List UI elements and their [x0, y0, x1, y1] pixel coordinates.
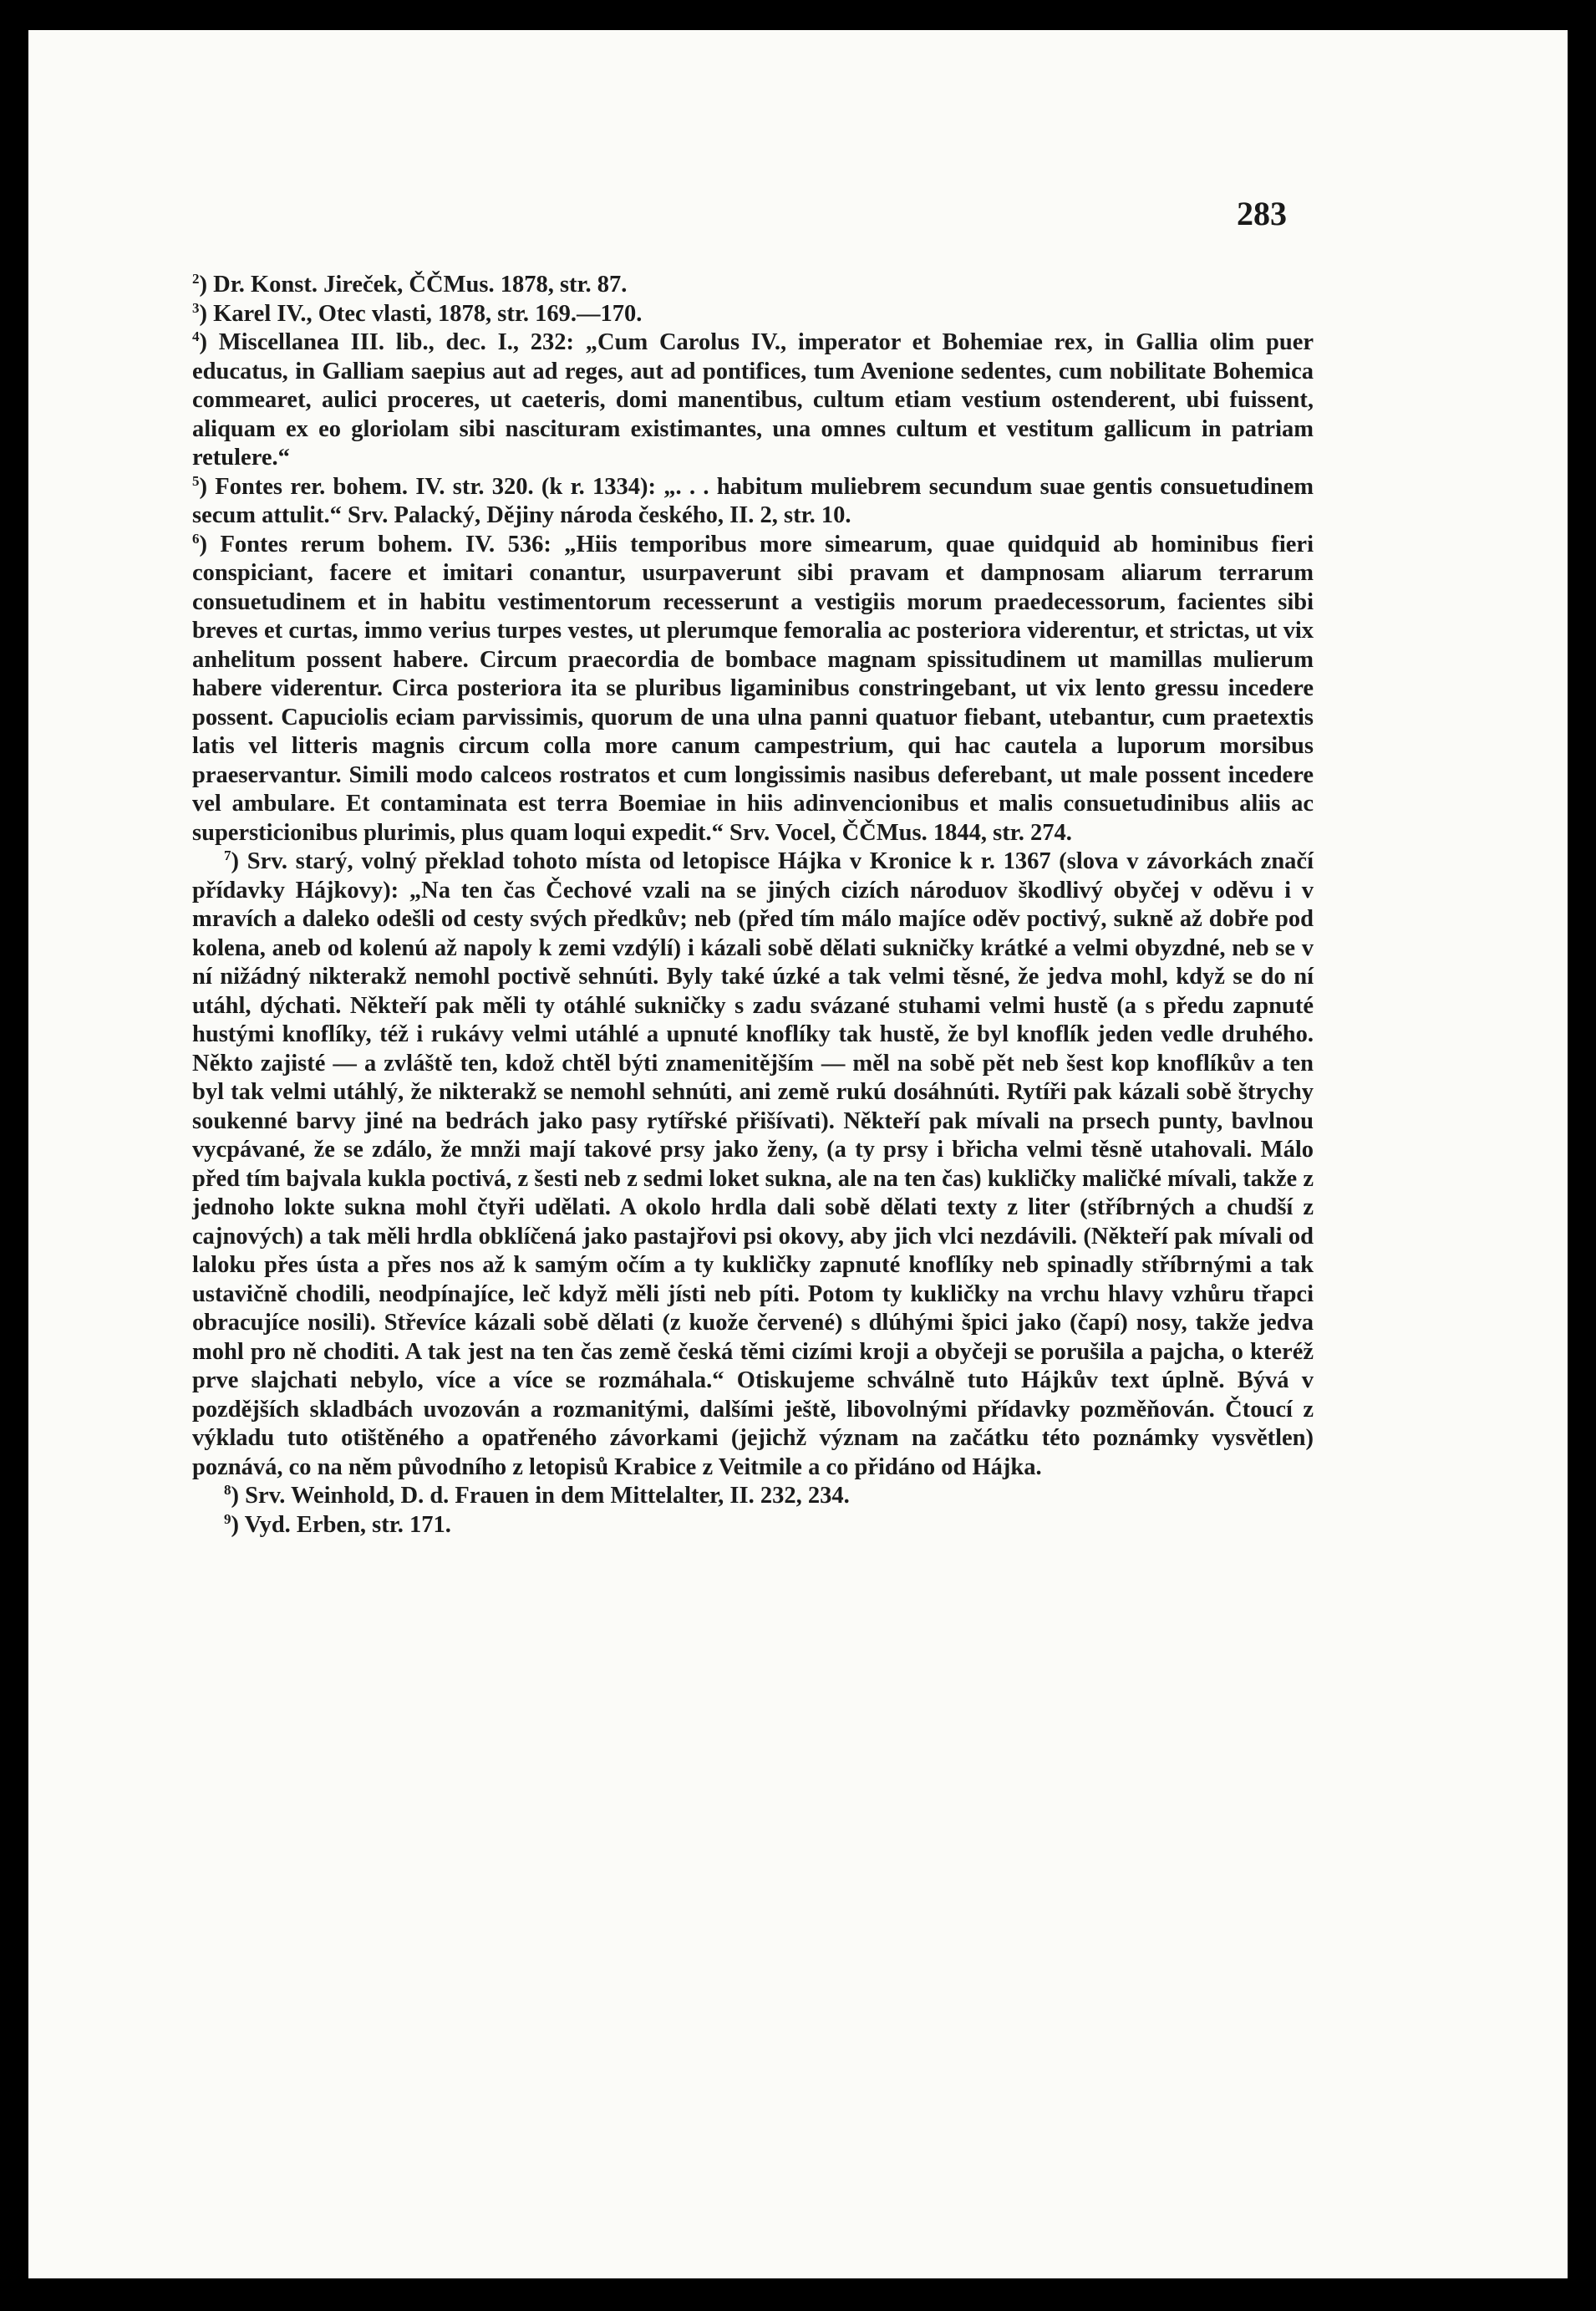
footnotes: [192, 271, 1314, 1540]
footnote-5: [192, 473, 1314, 531]
footnote-mark: 4: [192, 328, 200, 344]
footnote-text: ) Fontes rer. bohem. IV. str. 320. (k r. 1334): „. . . habitum muliebrem secundum suae gentis consuetudinem secum attulit.“ Srv. Palacký, Dějiny národa českého, II. 2, str. 10.: [192, 473, 1314, 528]
footnote-text: ) Vyd. Erben, str. 171.: [231, 1511, 451, 1538]
page-number: 283: [1237, 195, 1287, 232]
footnote-text: ) Srv. starý, volný překlad tohoto místa od letopisce Hájka v Kronice k r. 1367 (slova v závorkách značí přídavky Hájkovy): „Na ten čas Čechové vzali na se jiných cizích národuov škodlivý obyčej v oděvu i v mravích a daleko odešli od cesty svých předkův; neb (před tím málo majíce oděv poctivý, sukně až dobře pod kolena, aneb od kolenú až napoly k zemi vzdýlí) i kázali sobě dělati sukničky krátké a velmi obyzdné, neb se v ní nižádný nikterakž nemohl poctivě sehnúti. Byly také úzké a tak velmi těsné, že jedva mohl, když se do ní utáhl, dýchati. Někteří pak měli ty otáhlé sukničky s zadu svázané stuhami velmi hustě (a s předu zapnuté hustými knoflíky, též i rukávy velmi utáhlé a upnuté knoflíky tak hustě, že byl knoflík jeden vedle druhého. Někto zajisté — a zvláště ten, kdož chtěl býti znamenitějším — měl na sobě pět neb šest kop knoflíkův a ten byl tak velmi utáhlý, že nikterakž se nemohl sehnúti, ani země rukú dosáhnúti. Rytíři pak kázali sobě štrychy soukenné barvy jiné na bedrách jako pasy rytířské přišívati). Někteří pak mívali na prsech punty, bavlnou vycpávané, že se zdálo, že mnži mají takové prsy jako ženy, (a ty prsy i břicha velmi těsně utahovali. Málo před tím bajvala kukla poctivá, z šesti neb z sedmi loket sukna, ale na ten čas) kukličky maličké mívali, takže z jednoho lokte sukna mohl čtyři udělati. A okolo hrdla dali sobě dělati texty z liter (stříbrných a chudší z cajnových) a tak měli hrdla obklíčená jako pastajřovi psi okovy, aby jich vlci nezdávili. (Někteří pak mívali od laloku přes ústa a přes nos až k samým očím a ty kukličky zapnuté knoflíky neb spinadly stříbrnými a tak ustavičně chodili, neodpínajíce, leč když měli jísti neb píti. Potom ty kukličky na vrchu hlavy vzhůru třapci obracujíce nosili). Střevíce kázali sobě dělati (z kuože červené) s dlúhými špici jako (čapí) nosy, takže jedva mohl pro ně choditi. A tak jest na ten čas země česká těmi cizími kroji a obyčeji se porušila a pajcha, o kteréž prve slajchati nebylo, více a více se rozmáhala.“ Otiskujeme schválně tuto Hájkův text úplně. Bývá v pozdějších skladbách uvozován a rozmanitými, dalšími ještě, libovolnými přídavky pozměňován. Čtoucí z výkladu tuto otištěného a opatřeného závorkami (jejichž význam na začátku této poznámky vysvětlen) poznává, co na něm původního z letopisů Krabice z Veitmile a co přidáno od Hájka.: [192, 848, 1314, 1480]
footnote-mark: 5: [192, 472, 200, 489]
footnote-text: ) Miscellanea III. lib., dec. I., 232: „Cum Carolus IV., imperator et Bohemiae rex, in Gallia olim puer educatus, in Galliam saepius aut ad reges, aut ad pontifices, tum Avenione sedentes, cum nobilitate Bohemica commearet, aulici proceres, ut caeteris, domi manentibus, cultum etiam vestium ostenderent, ubi fuissent, aliquam ex eo gloriolam sibi nascituram existimantes, una omnes cultum et vestitum gallicum in patriam retulere.“: [192, 329, 1314, 471]
footnote-9: [192, 1511, 1314, 1540]
footnote-text: ) Srv. Weinhold, D. d. Frauen in dem Mittelalter, II. 232, 234.: [231, 1483, 850, 1509]
footnote-8: [192, 1482, 1314, 1511]
footnote-mark: 3: [192, 299, 200, 316]
footnote-2: [192, 271, 1314, 300]
footnote-text: ) Karel IV., Otec vlasti, 1878, str. 169.—170.: [199, 300, 643, 327]
scanned-page: [28, 30, 1568, 2278]
footnote-text: ) Fontes rerum bohem. IV. 536: „Hiis temporibus more simearum, quae quidquid ab hominibus fieri conspiciant, facere et imitari conantur, usurpaverunt sibi pravam et dampnosam aliarum terrarum consuetudinem et in habitu vestimentorum recesserunt a vestigiis morum praedecessorum, facientes sibi breves et curtas, immo verius turpes vestes, ut plerumque femoralia ac posteriora viderentur, et strictas, ut vix anhelitum possent habere. Circum praecordia de bombace magnam spissitudinem ut mamillas mulierum habere viderentur. Circa posteriora ita se pluribus ligaminibus constringebant, ut vix lento gressu incedere possent. Capuciolis eciam parvissimis, quorum de una ulna panni quatuor fiebant, utebantur, cum praetextis latis vel litteris magnis circum colla more canum campestrium, qui hac cautela a luporum morsibus praeservantur. Simili modo calceos rostratos et cum longissimis nasibus deferebant, ut male possent incedere vel ambulare. Et contaminata est terra Boemiae in hiis adinvencionibus et malis consuetudinibus aliis ac supersticionibus plurimis, plus quam loqui expedit.“ Srv. Vocel, ČČMus. 1844, str. 274.: [192, 531, 1314, 846]
footnote-mark: 2: [192, 271, 200, 287]
footnote-6: [192, 531, 1314, 848]
footnote-mark: 9: [224, 1510, 231, 1527]
footnote-3: [192, 300, 1314, 329]
footnote-mark: 8: [224, 1482, 231, 1498]
footnote-7: [192, 848, 1314, 1482]
footnote-4: [192, 328, 1314, 473]
footnote-mark: 6: [192, 530, 200, 547]
footnote-text: ) Dr. Konst. Jireček, ČČMus. 1878, str. 87.: [199, 272, 628, 298]
footnote-mark: 7: [224, 848, 231, 863]
